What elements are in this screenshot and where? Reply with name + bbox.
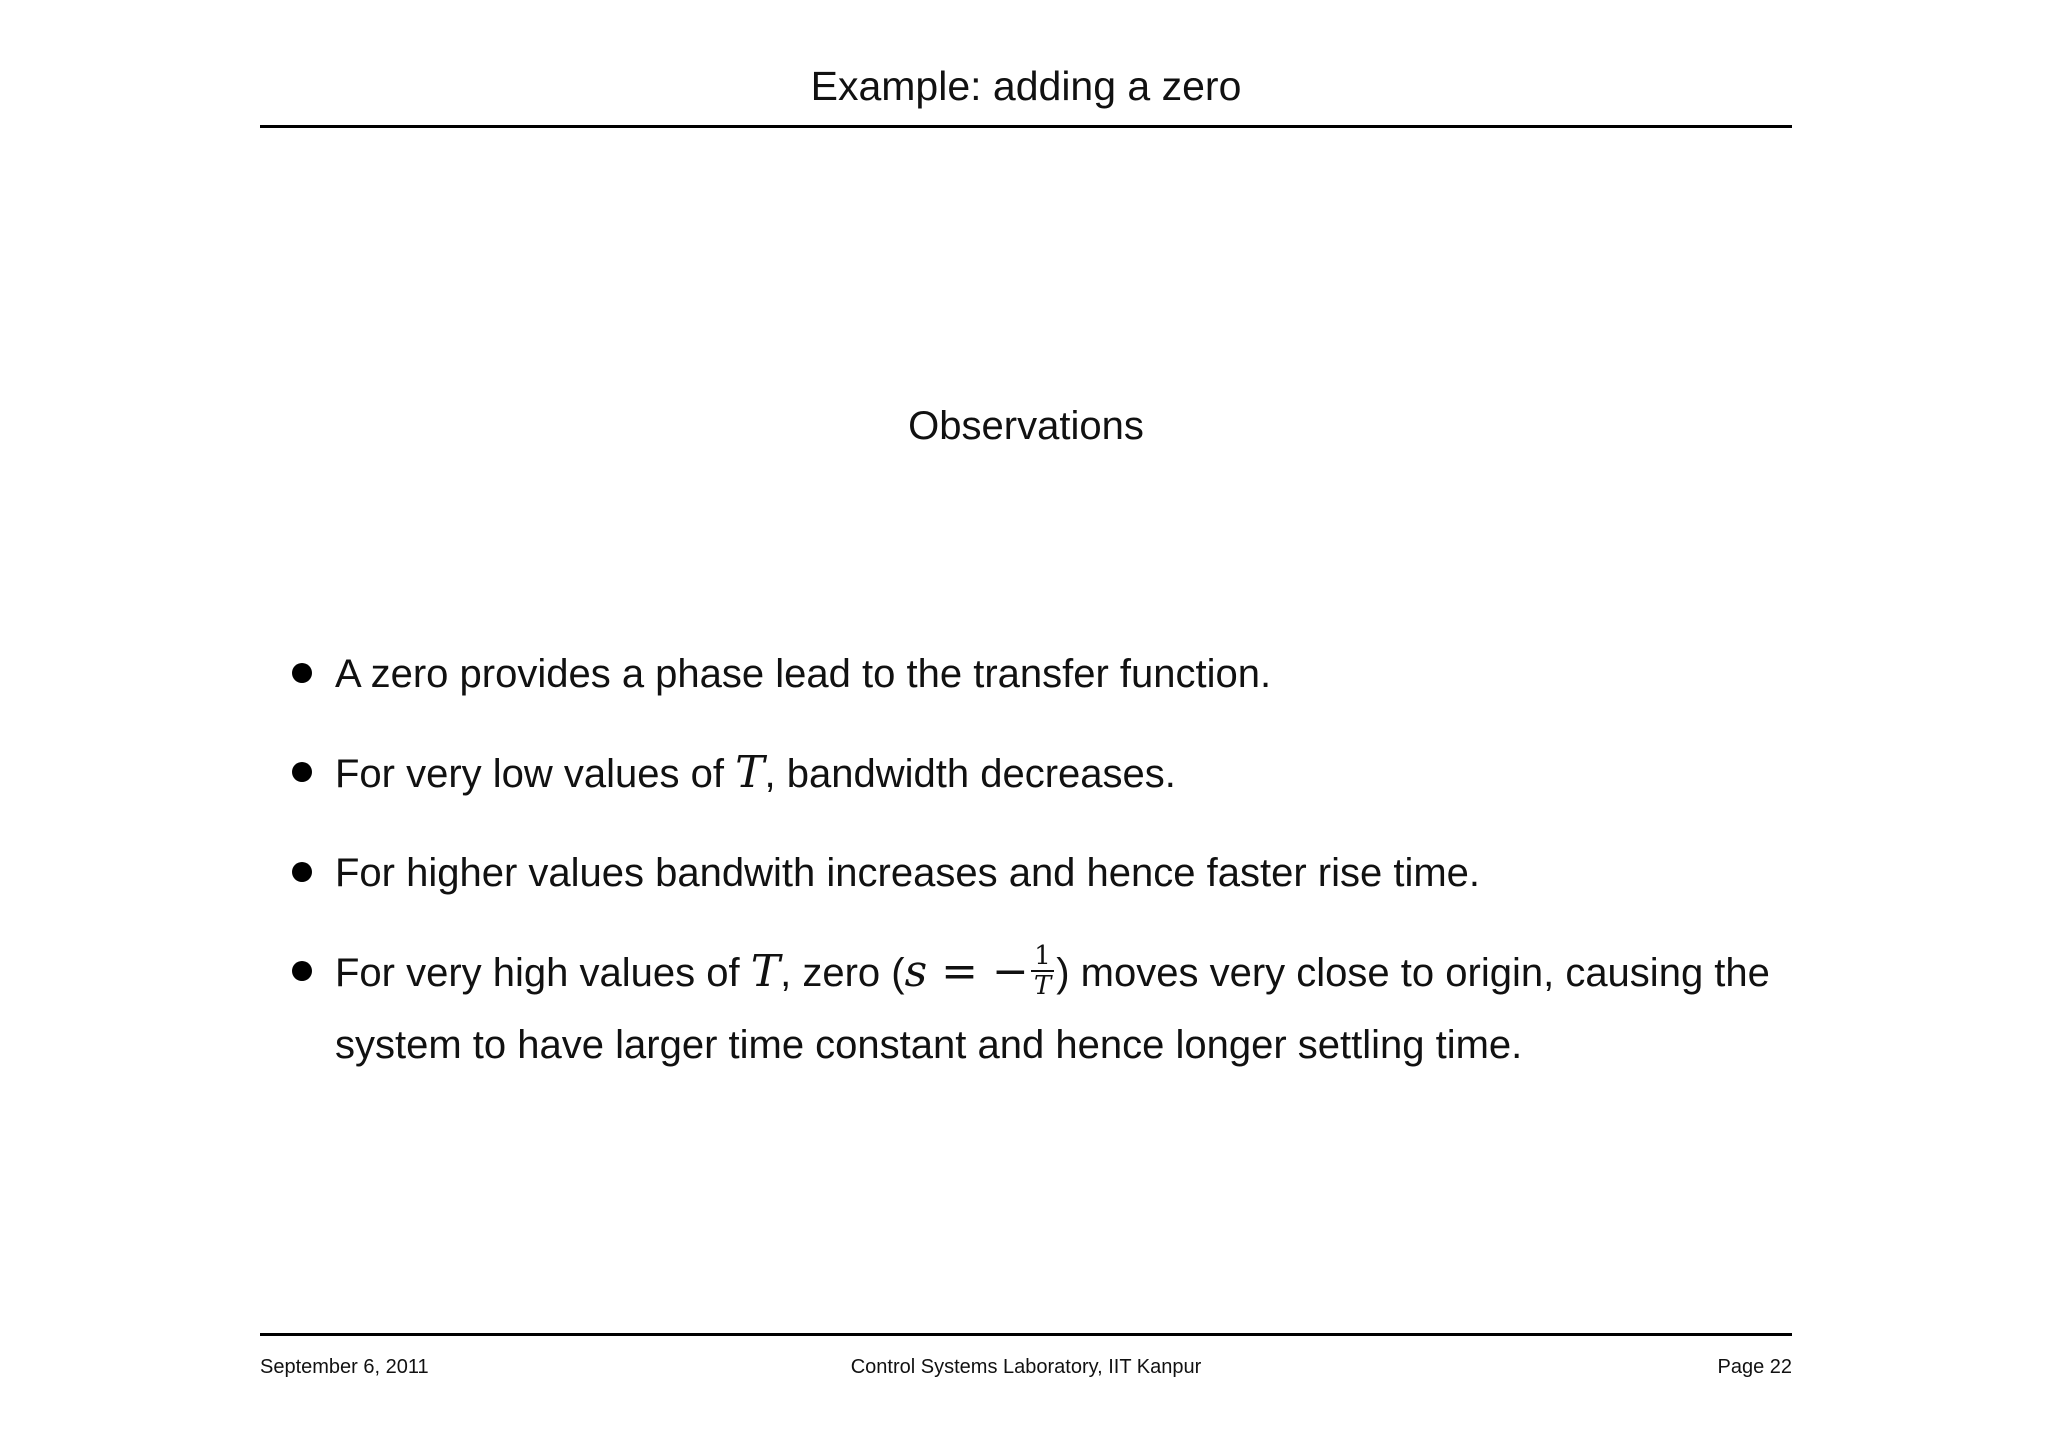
bullet-item-2: [290, 749, 1790, 798]
math-variable-t: T: [750, 946, 781, 997]
observations-list: [290, 650, 1790, 1132]
math-fraction: [1031, 942, 1054, 1000]
bullet-item-1: [290, 650, 1790, 698]
footer-date: September 6, 2011: [260, 1356, 429, 1378]
math-operator: = −: [927, 946, 1029, 997]
bullet-item-3: [290, 849, 1790, 897]
footer-rule: [260, 1333, 1792, 1336]
bullet-dot-icon: [292, 762, 312, 782]
bullet-text: A zero provides a phase lead to the transfer function.: [335, 652, 1272, 696]
bullet-dot-icon: [292, 862, 312, 882]
section-subtitle: Observations: [908, 404, 1144, 448]
bullet-dot-icon: [292, 961, 312, 981]
footer-page-number: Page 22: [1717, 1356, 1792, 1378]
math-variable-s: s: [904, 946, 928, 997]
bullet-text-end: ) moves very close to origin, causing the system to have larger time constant and hence longer settling time.: [335, 951, 1770, 1067]
slide-title: Example: adding a zero: [810, 63, 1242, 109]
bullet-item-4: [290, 936, 1790, 1081]
header-rule: [260, 125, 1792, 128]
bullet-text-start: For very high values of: [335, 951, 751, 995]
bullet-dot-icon: [292, 663, 312, 683]
bullet-text: For higher values bandwith increases and hence faster rise time.: [335, 851, 1481, 895]
fraction-denominator: T: [1033, 971, 1052, 1002]
bullet-text-mid: , zero (: [780, 951, 905, 995]
fraction-numerator: 1: [1031, 942, 1054, 972]
bullet-text-start: For very low values of: [335, 752, 736, 796]
footer-institution: Control Systems Laboratory, IIT Kanpur: [850, 1356, 1202, 1378]
math-variable-t: T: [735, 747, 765, 798]
bullet-text-end: , bandwidth decreases.: [764, 752, 1176, 796]
